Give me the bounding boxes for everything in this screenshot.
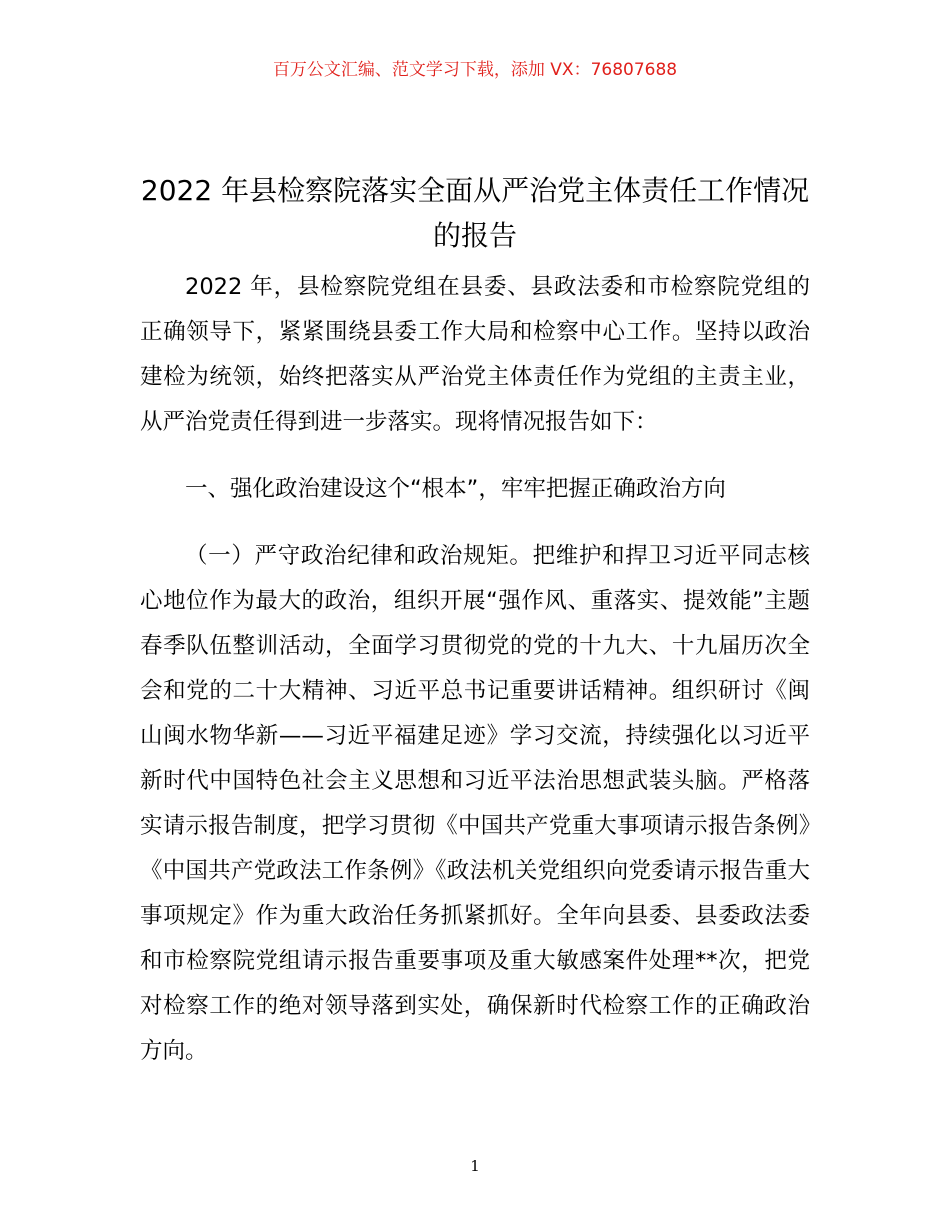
intro-paragraph: 2022 年，县检察院党组在县委、县政法委和市检察院党组的正确领导下，紧紧围绕县委工作大局和检察中心工作。坚持以政治建检为统领，始终把落实从严治党主体责任作为党组的主责主业，从严治党责任得到进一步落实。现将情况报告如下： xyxy=(140,274,810,435)
page-number: 1 xyxy=(470,1157,480,1175)
document-body xyxy=(140,265,810,1074)
header-banner: 百万公文汇编、范文学习下载，添加 VX：76807688 xyxy=(272,60,678,80)
document-title: 2022 年县检察院落实全面从严治党主体责任工作情况的报告 xyxy=(140,174,810,252)
section-heading: 一、强化政治建设这个“根本”，牢牢把握正确政治方向 xyxy=(185,476,726,502)
subsection-paragraph: （一）严守政治纪律和政治规矩。把维护和捍卫习近平同志核心地位作为最大的政治，组织开展“强作风、重落实、提效能”主题春季队伍整训活动，全面学习贯彻党的党的十九大、十九届历次全会和党的二十大精神、习近平总书记重要讲话精神。组织研讨《闽山闽水物华新——习近平福建足迹》学习交流，持续强化以习近平新时代中国特色社会主义思想和习近平法治思想武装头脑。严格落实请示报告制度，把学习贯彻《中国共产党重大事项请示报告条例》《中国共产党政法工作条例》《政法机关党组织向党委请示报告重大事项规定》作为重大政治任务抓紧抓好。全年向县委、县委政法委和市检察院党组请示报告重要事项及重大敏感案件处理**次，把党对检察工作的绝对领导落到实处，确保新时代检察工作的正确政治方向。 xyxy=(140,543,810,1064)
